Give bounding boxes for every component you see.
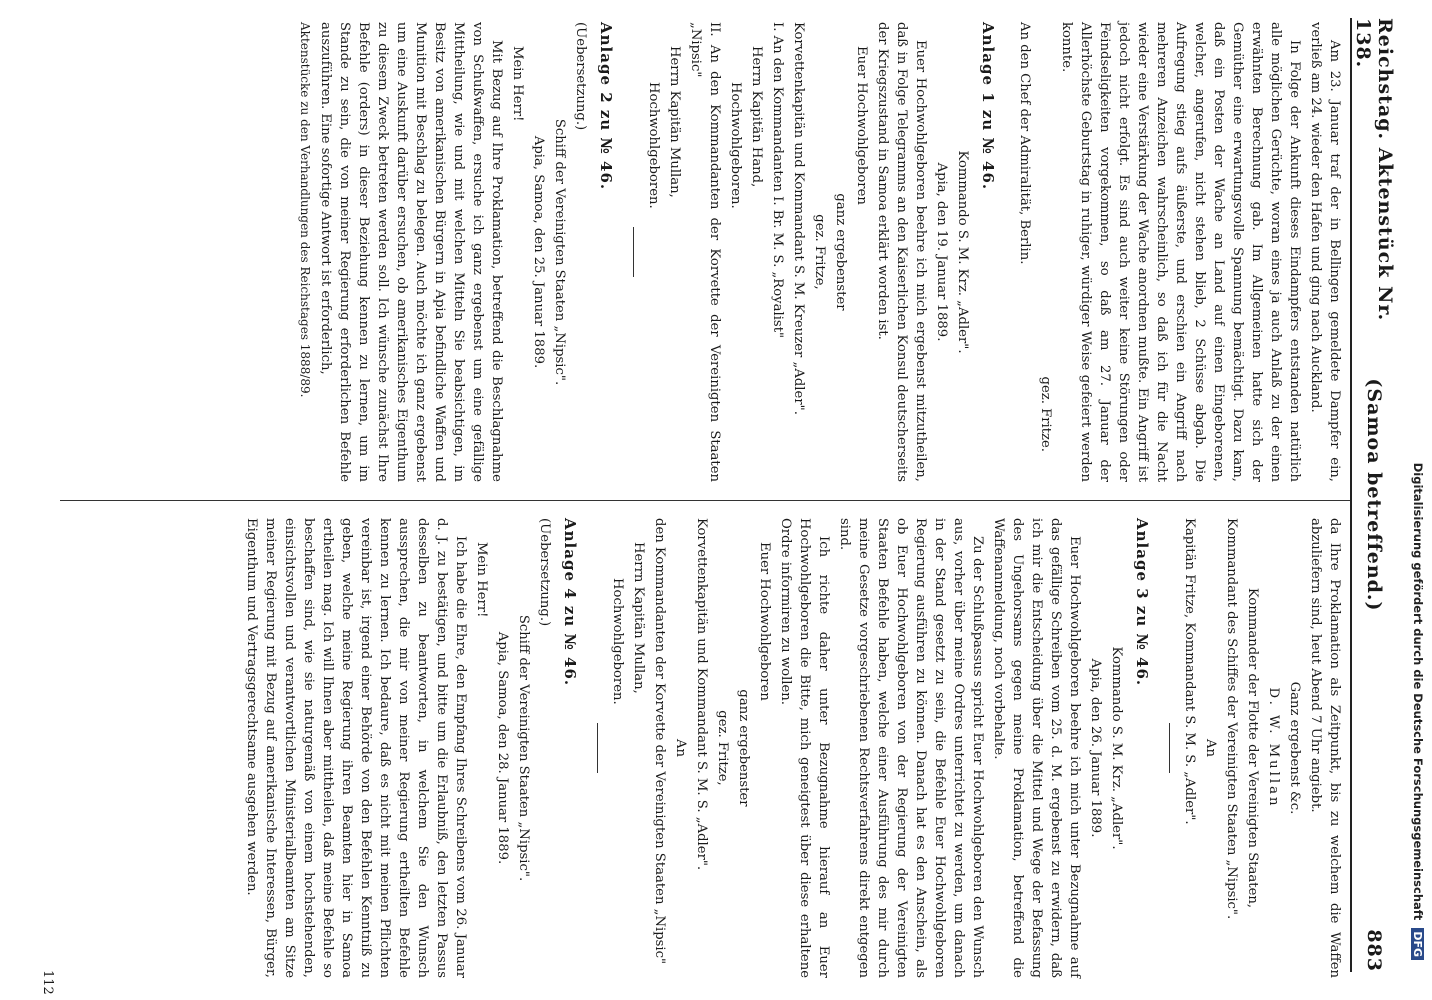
salutation: Mein Herr! [474, 542, 489, 618]
appendix-heading: Anlage 3 zu № 46. [1133, 518, 1151, 687]
addressee: Hochwohlgeboren. [646, 82, 661, 209]
addressee: An [1203, 738, 1218, 758]
addressee: Hochwohlgeboren. [728, 82, 743, 209]
running-header [1352, 18, 1396, 972]
signature-title: Kommander der Flotte der Vereinigten Staaten, [1245, 587, 1260, 909]
separator-rule [633, 227, 634, 277]
sender-place: Schiff der Vereinigten Staaten „Nipsic". [516, 614, 531, 882]
closing: Euer Hochwohlgeboren [854, 46, 869, 205]
closing: ganz ergebenster [833, 193, 848, 311]
addressee: Kapitän Fritze, Kommandant S. M. S. „Adler". [1182, 518, 1197, 825]
signature: D. W. Mullan [1266, 687, 1281, 809]
sheet-number: 112 [40, 970, 55, 995]
addressee: Herrn Kapitän Hand, [749, 46, 764, 188]
letter-date: Apia, Samoa, den 25. Januar 1889. [531, 135, 546, 369]
dfg-stamp [1401, 40, 1425, 960]
header-rule [1350, 18, 1352, 972]
signature-title: Korvettenkapitän und Kommandant S. M. Kreuzer „Adler". [791, 22, 806, 415]
page-number: 883 [1363, 929, 1385, 972]
signature-title: Kommandant des Schiffes der Vereinigten Staaten „Nipsic". [1224, 518, 1239, 920]
addressee: An [673, 738, 688, 758]
appendix-heading: Anlage 1 zu № 46. [979, 22, 997, 191]
letter-date: Apia, den 19. Januar 1889. [934, 162, 949, 342]
closing: Euer Hochwohlgeboren [757, 542, 772, 701]
paragraph: Ich habe die Ehre, den Empfang Ihres Schreibens vom 26. Januar d. J. zu bestätigen, und bitte um die Erlaubniß, den letzten Passus desselben zu beantworten, in welchem Sie den Wunsch aussprechen, die mir von meiner Regierung ertheilten Befehle kennen zu lernen. Ich bedaure, daß es nicht mit meinen Pflichten vereinbar ist, irgend einer Behörde von den Befehlen Kenntniß zu geben, welche meine Regierung ihren Beamten hier in Samoa ertheilen mag. Ich will Ihnen aber mittheilen, daß meine Befehle so beschaffen sind, wie sie naturgemäß von einem hochstehenden, einsichtsvollen und verantwortlichen Ministerialbeamten am Sitze meiner Regierung mit Bezug auf amerikanische Interessen, Bürger, Eigenthum und Vertragsgerechtsame ausgehen werden. [244, 518, 468, 978]
paragraph: Am 23. Januar traf der in Bellingen gemeldete Dampfer ein, verließ am 24. wieder den Hafen und ging nach Auckland. [1308, 22, 1342, 482]
appendix-heading: Anlage 4 zu № 46. [561, 518, 579, 687]
paragraph: Euer Hochwohlgeboren beehre ich mich ergebenst mitzutheilen, daß in Folge Telegramms an den Kaiserlichen Konsul deutscherseits der Kriegszustand in Samoa erklärt worden ist. [875, 22, 928, 482]
signature-title: Korvettenkapitän und Kommandant S. M. S. „Adler". [694, 518, 709, 871]
signature: gez. Fritze, [715, 710, 730, 786]
addressee: I. An den Kommandanten I. Br. M. S. „Royalist" [770, 22, 785, 339]
left-column [293, 22, 1344, 482]
paragraph: da Ihre Proklamation als Zeitpunkt, bis zu welchem die Waffen abzuliefern sind, heut Abend 7 Uhr angiebt. [1308, 518, 1342, 978]
signature: gez. Fritze, [812, 214, 827, 290]
stamp-text: Digitalisierung gefördert durch die Deutsche Forschungsgemeinschaft [1411, 462, 1425, 921]
header-left: Reichstag. Aktenstück Nr. 138. [1352, 18, 1396, 322]
letter-date: Apia, Samoa, den 28. Januar 1889. [495, 631, 510, 865]
paragraph: In Folge der Ankunft dieses Eindampfers entstanden natürlich alle möglichen Gerüchte, woran eines ja auch Anlaß zu der einen erwähnten Berechnung gab. Im Allgemeinen hatte sich der Gemüther eine erwartungsvolle Spannung bemächtigt. Dazu kam, daß ein Posten der Wache an Land auf einen Eingeborenen, welcher, angerufen, nicht stehen blieb, 2 Schüsse abgab. Die Aufregung stieg aufs äußerste, und erschien ein Angriff nach mehreren Anzeichen wahrscheinlich, so daß ich für die Nacht wieder eine Verstärkung der Wache anordnen mußte. Ein Angriff ist jedoch nicht erfolgt. Es sind auch weiter keine Störungen oder Feindseligkeiten vorgekommen, so daß am 27. Januar der Allerhöchste Geburtstag in ruhiger, würdiger Weise gefeiert werden konnte. [1059, 22, 1302, 482]
addressee: An den Chef der Admiralität, Berlin. [1017, 22, 1032, 265]
paragraph: Euer Hochwohlgeboren beehre ich mich unter Bezugnahme auf das gefällige Schreiben vom 25. d. M. ergebenst zu erwidern, daß ich mir die Entscheidung über die Mittel und Wege der Befassung des Ungehorsams gegen meine Proklamation, betreffend die Waffenanmeldung, noch vorbehalte. [991, 518, 1082, 978]
dfg-logo: DFG [1411, 928, 1424, 960]
footnote: Aktenstücke zu den Verhandlungen des Reichstages 1888/89. [298, 22, 312, 398]
appendix-heading: Anlage 2 zu № 46. [597, 22, 615, 191]
closing: Ganz ergebenst &c. [1287, 681, 1302, 815]
salutation: Mein Herr! [510, 46, 525, 122]
closing: ganz ergebenster [736, 689, 751, 807]
separator-rule [597, 723, 598, 773]
separator-rule [1169, 723, 1170, 773]
column-divider [60, 500, 1350, 501]
addressee: II. An den Kommandanten der Korvette der Vereinigten Staaten „Nipsic" [688, 22, 722, 482]
addressee: Hochwohlgeboren. [610, 578, 625, 705]
signature: gez. Fritze. [1038, 376, 1053, 452]
paragraph: Mit Bezug auf Ihre Proklamation, betreffend die Beschlagnahme von Schußwaffen, ersuche ich ganz ergebenst um eine gefällige Mittheilung, wie und mit welchen Mitteln Sie beabsichtigen, im Besitz von amerikanischen Bürgern in Apia befindliche Waffen und Munition mit Beschlag zu belegen. Auch möchte ich ganz ergebenst um eine Auskunft darüber ersuchen, ob amerikanisches Eigenthum zu diesem Zweck betreten werden soll. Ich wünsche zunächst Ihre Befehle (orders) in dieser Beziehung kennen zu lernen, um im Stande zu sein, die von meiner Regierung erforderlichen Befehle auszuführen. Eine sofortige Antwort ist erforderlich, [318, 22, 504, 482]
letter-date: Apia, den 26. Januar 1889. [1088, 658, 1103, 838]
sender-place: Kommando S. M. Krz. „Adler". [1109, 646, 1124, 850]
translation-note: (Uebersetzung.) [537, 518, 552, 627]
addressee: Herrn Kapitän Mullan, [667, 46, 682, 198]
sender-place: Kommando S. M. Krz. „Adler". [955, 150, 970, 354]
right-column [240, 518, 1344, 978]
header-middle: (Samoa betreffend.) [1363, 378, 1385, 612]
sender-place: Schiff der Vereinigten Staaten „Nipsic". [552, 118, 567, 386]
paragraph: Zu der Schlußpassus spricht Euer Hochwohlgeboren den Wunsch aus, vorher über meine Ordres unterrichtet zu werden, um danach in der Stand gesetzt zu sein, die Befehle Euer Hochwohlgeboren Regierung ausführen zu können. Danach hat es den Anschein, als ob Euer Hochwohlgeboren von der Regierung der Vereinigten Staaten Befehle haben, welche einer Ausführung des mir durch meine Gesetze vorgeschriebenen Rechtsverfahrens direkt entgegen sind. [837, 518, 985, 978]
paragraph: Ich richte daher unter Bezugnahme hierauf an Euer Hochwohlgeboren die Bitte, mich geneigtest über diese erhaltene Ordre informiren zu wollen. [778, 518, 831, 978]
addressee: Herrn Kapitän Mullan, [631, 542, 646, 694]
addressee: den Kommandanten der Korvette der Vereinigten Staaten „Nipsic" [652, 518, 667, 965]
translation-note: (Uebersetzung.) [573, 22, 588, 131]
